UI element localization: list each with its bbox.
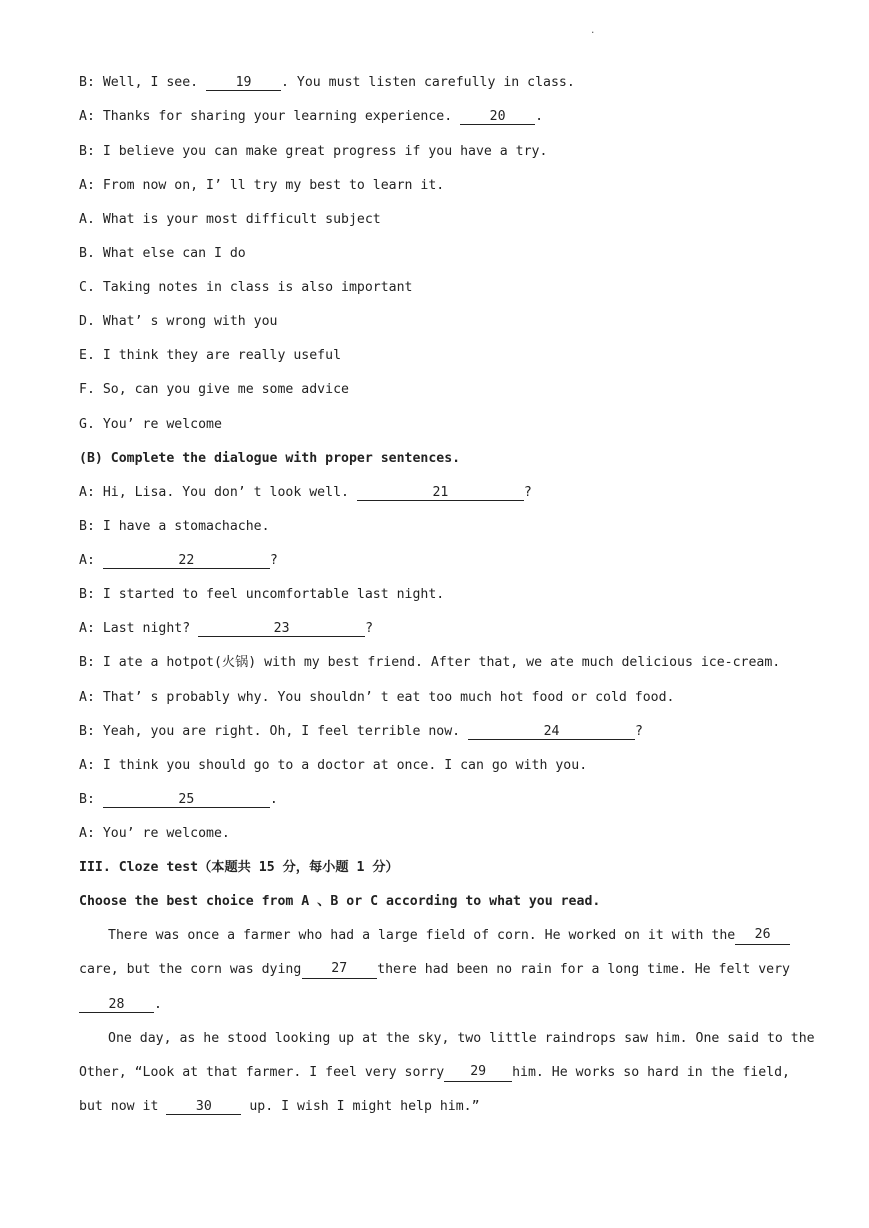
option-d: D. What’ s wrong with you [79,314,278,329]
blank-24[interactable]: 24 [468,724,635,740]
passage-line: There was once a farmer who had a large field of corn. He worked on it with the 26 [79,927,790,945]
blank-20[interactable]: 20 [460,109,535,125]
dialogue-line: A: I think you should go to a doctor at once. I can go with you. [79,758,588,773]
dialogue-line: B: I have a stomachache. [79,519,270,534]
option-e: E. I think they are really useful [79,348,342,363]
dialogue-line: B: I ate a hotpot(火锅) with my best friend. After that, we ate much delicious ice-cream. [79,655,781,670]
option-g: G. You’ re welcome [79,417,222,432]
passage-line: Other, “Look at that farmer. I feel very sorry 29 him. He works so hard in the field, [79,1064,790,1080]
blank-25[interactable]: 25 [103,792,270,808]
dialogue-line: A: Last night? 23 ? [79,621,374,636]
dialogue-line: A: That’ s probably why. You shouldn’ t eat too much hot food or cold food. [79,690,675,705]
option-f: F. So, can you give me some advice [79,382,349,397]
dialogue-line: B: Well, I see. 19 . You must listen carefully in class. [79,75,575,90]
dialogue-line: A: From now on, I’ ll try my best to learn it. [79,178,445,193]
blank-28[interactable]: 28 [79,997,154,1013]
passage-line: 28 . [79,996,162,1014]
option-c: C. Taking notes in class is also important [79,280,413,295]
dialogue-line: B: 25 . [79,792,278,807]
dialogue-line: B: I started to feel uncomfortable last night. [79,587,445,602]
blank-30[interactable]: 30 [166,1099,241,1115]
passage-line: care, but the corn was dying 27 there had been no rain for a long time. He felt very [79,961,790,977]
dialogue-line: A: Hi, Lisa. You don’ t look well. 21 ? [79,485,532,500]
section-heading-b: (B) Complete the dialogue with proper sentences. [79,451,461,466]
dialogue-line: A: Thanks for sharing your learning experience. 20 . [79,109,544,124]
dialogue-line: A: 22 ? [79,553,278,568]
blank-23[interactable]: 23 [198,621,365,637]
blank-27[interactable]: 27 [302,961,377,979]
passage-line: One day, as he stood looking up at the sky, two little raindrops saw him. One said to the [108,1031,815,1046]
blank-26[interactable]: 26 [735,927,790,945]
page-mark: . [590,26,596,36]
passage-line: but now it 30 up. I wish I might help him.” [79,1099,480,1114]
section-heading-cloze: III. Cloze test（本题共 15 分，每小题 1 分） [79,860,399,875]
option-a: A. What is your most difficult subject [79,212,381,227]
blank-22[interactable]: 22 [103,553,270,569]
blank-19[interactable]: 19 [206,75,281,91]
option-b: B. What else can I do [79,246,246,261]
dialogue-line: A: You’ re welcome. [79,826,230,841]
cloze-instruction: Choose the best choice from A 、B or C according to what you read. [79,894,601,909]
dialogue-line: B: Yeah, you are right. Oh, I feel terrible now. 24 ? [79,724,643,739]
dialogue-line: B: I believe you can make great progress if you have a try. [79,144,548,159]
blank-21[interactable]: 21 [357,485,524,501]
blank-29[interactable]: 29 [444,1064,512,1082]
